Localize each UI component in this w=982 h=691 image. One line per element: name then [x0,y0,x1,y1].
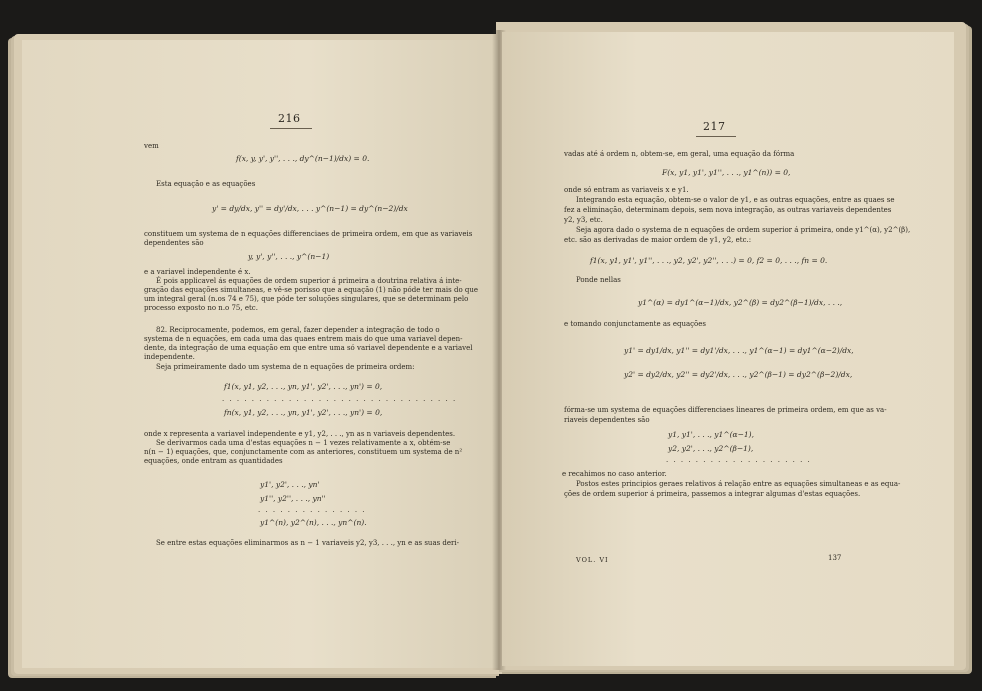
text-line: systema de n equações, em cada uma das quaes entrem mais do que uma variavel depen- [144,335,463,343]
text-line: Postos estes principios geraes relativos á relação entre as equações simultaneas e as equa- [576,480,901,488]
text-line: um integral geral (n.os 74 e 75), que póde ter soluções singulares, que se determinam pelo [144,295,469,303]
dotted-line: . . . . . . . . . . . . . . . [258,506,367,514]
equation: f(x, y, y', y'', . . ., dy^(n−1)/dx) = 0. [236,154,370,163]
text-line: e a variavel independente é x. [144,268,251,276]
text-line: Se entre estas equações eliminarmos as n − 1 variaveis y2, y3, . . ., yn e as suas deri- [156,539,460,547]
text-line: y2, y3, etc. [564,216,603,224]
equation: y1'', y2'', . . ., yn'' [260,494,326,503]
equation: f1(x, y1, y1', y1'', . . ., y2, y2', y2'', . . .) = 0, f2 = 0, . . ., fn = 0. [590,256,828,265]
equation: y1', y2', . . ., yn' [260,480,320,489]
text-line: dependentes são [144,239,204,247]
page-number-right: 217 [703,120,726,133]
page-number-rule [696,136,736,137]
page-number-rule [270,128,312,129]
equation: y1, y1', . . ., y1^(α−1), [668,430,754,439]
equation: y1^(n), y2^(n), . . ., yn^(n). [260,518,367,527]
text-line: processo exposto no n.o 75, etc. [144,304,258,312]
text-line: gração das equações simultaneas, e vê-se porisso que a equação (1) não póde ter mais do que [144,286,479,294]
right-page [502,32,954,666]
equation: y2, y2', . . ., y2^(β−1), [668,444,754,453]
text-line: Ponde nellas [576,276,621,284]
dotted-line: . . . . . . . . . . . . . . . . . . . . . . . . . . . . . . . . [222,395,457,403]
left-page [22,40,498,668]
text-line: Seja agora dado o systema de n equações de ordem superior á primeira, onde y1^(α), y2^(β), [576,226,911,234]
text-line: fórma-se um systema de equações differenciaes lineares de primeira ordem, em que as va- [564,406,887,414]
equation: f1(x, y1, y2, . . ., yn, y1', y2', . . ., yn') = 0, [224,382,383,391]
equation: y1' = dy1/dx, y1'' = dy1'/dx, . . ., y1^(α−1) = dy1^(α−2)/dx, [624,346,854,355]
equation: fn(x, y1, y2, . . ., yn, y1', y2', . . ., yn') = 0, [224,408,383,417]
footer-signature: 137 [828,554,842,562]
text-line: vem [144,142,159,150]
text-line: onde só entram as variaveis x e y1. [564,186,689,194]
equation: y1^(α) = dy1^(α−1)/dx, y2^(β) = dy2^(β−1)/dx, . . ., [638,298,843,307]
text-line: 82. Reciprocamente, podemos, em geral, fazer depender a integração de todo o [156,326,440,334]
text-line: etc. são as derivadas de maior ordem de y1, y2, etc.: [564,236,752,244]
text-line: equações, onde entram as quantidades [144,457,283,465]
text-line: riaveis dependentes são [564,416,650,424]
text-line: Se derivarmos cada uma d'estas equações n − 1 vezes relativamente a x, obtém-se [156,439,451,447]
text-line: e recahimos no caso anterior. [562,470,667,478]
equation: y2' = dy2/dx, y2'' = dy2'/dx, . . ., y2^(β−1) = dy2^(β−2)/dx, [624,370,853,379]
text-line: Integrando esta equação, obtem-se o valor de y1, e as outras equações, entre as quaes se [576,196,895,204]
text-line: independente. [144,353,195,361]
text-line: e tomando conjunctamente as equações [564,320,707,328]
text-line: onde x representa a variavel independente e y1, y2, . . ., yn as n variaveis dependentes. [144,430,456,438]
text-line: É pois applicavel ás equações de ordem superior á primeira a doutrina relativa á inte- [156,277,462,285]
equation: F(x, y1, y1', y1'', . . ., y1^(n)) = 0, [662,168,791,177]
footer-volume: VOL. VI [576,556,609,564]
text-line: fez a eliminação, determinam depois, sem nova integração, as outras variaveis dependentes [564,206,892,214]
text-line: Seja primeiramente dado um systema de n equações de primeira ordem: [156,363,415,371]
equation: y' = dy/dx, y'' = dy'/dx, . . . y^(n−1) = dy^(n−2)/dx [212,204,408,213]
equation: y, y', y'', . . ., y^(n−1) [248,252,330,261]
text-line: dente, da integração de uma equação em que entre uma só variavel dependente e a variavel [144,344,473,352]
text-line: n(n − 1) equações, que, conjunctamente com as anteriores, constituem um systema de n² [144,448,463,456]
dotted-line: . . . . . . . . . . . . . . . . . . . . [666,456,812,464]
text-line: vadas até á ordem n, obtem-se, em geral, uma equação da fórma [564,150,795,158]
text-line: Esta equação e as equações [156,180,256,188]
page-number-left: 216 [278,112,301,125]
text-line: constituem um systema de n equações differenciaes de primeira ordem, em que as variaveis [144,230,473,238]
text-line: ções de ordem superior á primeira, passemos a integrar algumas d'estas equações. [564,490,861,498]
